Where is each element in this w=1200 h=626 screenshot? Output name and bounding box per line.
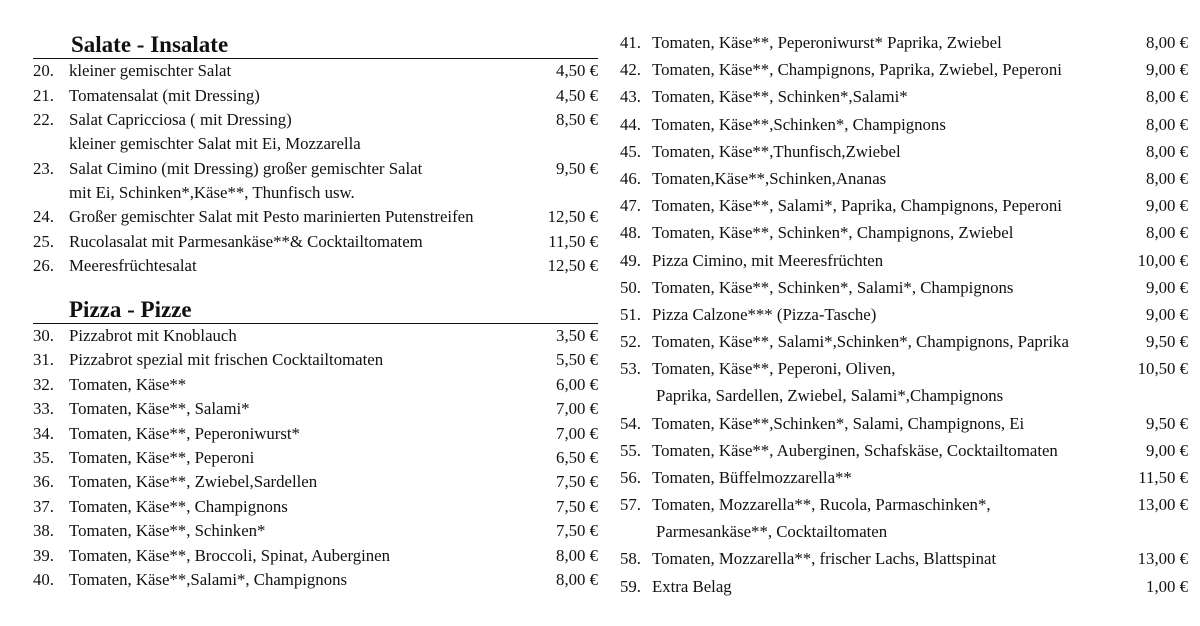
menu-item-line [33, 568, 598, 592]
menu-item-line [33, 254, 598, 278]
menu-item [620, 330, 1188, 357]
item-number: 38. [33, 521, 54, 541]
menu-item [33, 157, 598, 206]
item-price: 9,00 € [1146, 196, 1188, 216]
item-price: 12,50 € [547, 256, 598, 275]
item-number: 31. [33, 350, 54, 370]
item-number: 32. [33, 374, 54, 394]
item-number: 23. [33, 158, 54, 178]
menu-item [33, 568, 598, 592]
item-number: 34. [33, 423, 54, 443]
menu-item-line [620, 439, 1188, 463]
item-price: 7,50 € [556, 472, 598, 492]
menu-item-line [620, 58, 1188, 82]
menu-item [620, 466, 1188, 493]
item-number: 40. [33, 570, 54, 589]
menu-item [620, 58, 1188, 85]
item-price: 9,00 € [1146, 440, 1188, 460]
item-name: Salat Cimino (mit Dressing) großer gemischter Salat [69, 158, 423, 178]
menu-item-line [33, 397, 598, 421]
menu-item [33, 324, 598, 348]
item-name: Tomaten, Käse**, Salami*,Schinken*, Champignons, Paprika [652, 332, 1069, 352]
menu-item-line [33, 422, 598, 446]
item-name: Pizza Calzone*** (Pizza-Tasche) [652, 305, 877, 324]
section-title [33, 298, 598, 324]
item-name: Tomaten, Käse**, Auberginen, Schafskäse, Cocktailtomaten [652, 440, 1058, 460]
item-price: 12,50 € [547, 207, 598, 226]
item-name: Tomatensalat (mit Dressing) [69, 85, 260, 105]
item-number: 36. [33, 472, 54, 492]
menu-item [33, 519, 598, 543]
item-description-continued: Paprika, Sardellen, Zwiebel, Salami*,Champignons [656, 386, 1004, 406]
item-number: 44. [620, 114, 641, 134]
menu-item [33, 254, 598, 279]
item-number: 33. [33, 399, 54, 419]
item-name: Tomaten, Käse**, Broccoli, Spinat, Auberginen [69, 545, 391, 565]
item-number: 49. [620, 250, 641, 270]
item-name: Tomaten, Käse**, Peperoni, Oliven, [652, 359, 896, 379]
item-name: Tomaten, Käse**,Salami*, Champignons [69, 570, 348, 589]
menu-item-line [33, 324, 598, 348]
menu-item [620, 547, 1188, 574]
menu-item [620, 140, 1188, 167]
menu-item-line [33, 157, 598, 181]
item-number: 52. [620, 332, 641, 352]
item-number: 54. [620, 413, 641, 433]
menu-item-line [620, 412, 1188, 436]
menu-item [620, 194, 1188, 221]
item-name: Tomaten, Käse**,Schinken*, Salami, Champignons, Ei [652, 413, 1025, 433]
menu-item [33, 348, 598, 372]
menu-item [620, 249, 1188, 276]
section-title-text: Pizza - Pizze [69, 297, 192, 322]
menu-item-line [620, 113, 1188, 137]
item-price: 1,00 € [1146, 576, 1188, 596]
menu-item-line-continued [33, 132, 598, 156]
item-name: Tomaten, Mozzarella**, Rucola, Parmaschinken*, [652, 495, 991, 515]
item-name: Pizzabrot mit Knoblauch [69, 326, 237, 345]
item-description-continued: mit Ei, Schinken*,Käse**, Thunfisch usw. [69, 182, 355, 202]
menu-item [620, 113, 1188, 140]
menu-item-line-continued [33, 181, 598, 205]
item-number: 25. [33, 231, 54, 251]
menu-item-line [33, 84, 598, 108]
section-title-text: Salate - Insalate [71, 32, 229, 57]
item-number: 45. [620, 141, 641, 161]
menu-item-line [620, 85, 1188, 109]
item-price: 5,50 € [556, 350, 598, 370]
section-title [33, 33, 598, 59]
menu-item-line [33, 230, 598, 254]
item-price: 13,00 € [1137, 549, 1188, 569]
menu-item [33, 108, 598, 157]
item-name: Pizza Cimino, mit Meeresfrüchten [652, 250, 884, 270]
item-name: Meeresfrüchtesalat [69, 256, 197, 275]
item-description-continued: kleiner gemischter Salat mit Ei, Mozzarella [69, 134, 361, 153]
item-price: 9,50 € [1146, 332, 1188, 352]
item-name: Tomaten,Käse**,Schinken,Ananas [652, 169, 887, 188]
item-name: kleiner gemischter Salat [69, 61, 232, 80]
menu-item-line [620, 493, 1188, 517]
item-number: 20. [33, 61, 54, 80]
menu-item-line [33, 446, 598, 470]
item-price: 9,00 € [1146, 305, 1188, 324]
item-number: 43. [620, 87, 641, 107]
item-price: 11,50 € [548, 231, 598, 251]
item-name: Tomaten, Mozzarella**, frischer Lachs, Blattspinat [652, 549, 997, 569]
item-number: 58. [620, 549, 641, 569]
menu-item [620, 85, 1188, 112]
menu-item-line [33, 108, 598, 132]
item-price: 4,50 € [556, 61, 598, 80]
item-price: 8,00 € [556, 545, 598, 565]
item-price: 7,50 € [556, 496, 598, 516]
item-number: 24. [33, 207, 54, 226]
menu-item-line [33, 205, 598, 229]
item-price: 4,50 € [556, 85, 598, 105]
menu-item [620, 357, 1188, 411]
menu-item-line [33, 495, 598, 519]
item-name: Extra Belag [652, 576, 732, 596]
item-price: 8,50 € [556, 110, 598, 129]
item-price: 7,00 € [556, 399, 598, 419]
menu-item [620, 221, 1188, 248]
menu-item-line [33, 373, 598, 397]
item-price: 9,00 € [1146, 277, 1188, 297]
item-number: 50. [620, 277, 641, 297]
item-name: Tomaten, Käse**,Thunfisch,Zwiebel [652, 141, 901, 161]
item-name: Tomaten, Büffelmozzarella** [652, 468, 852, 487]
menu-item-line-continued [620, 520, 1188, 544]
item-price: 6,00 € [556, 374, 598, 394]
menu-item [33, 470, 598, 494]
item-name: Tomaten, Käse**, Salami*, Paprika, Champignons, Peperoni [652, 196, 1062, 216]
item-name: Tomaten, Käse**, Schinken*, Champignons, Zwiebel [652, 223, 1014, 243]
item-name: Salat Capricciosa ( mit Dressing) [69, 110, 292, 129]
menu-item [620, 31, 1188, 58]
item-name: Tomaten, Käse**, Schinken*, Salami*, Champignons [652, 277, 1014, 297]
item-name: Pizzabrot spezial mit frischen Cocktailtomaten [69, 350, 384, 370]
item-number: 46. [620, 169, 641, 188]
item-name: Tomaten, Käse**, Schinken*,Salami* [652, 87, 908, 107]
menu-item-line [620, 276, 1188, 300]
menu-item [620, 167, 1188, 194]
menu-item [33, 205, 598, 230]
menu-item [33, 446, 598, 470]
item-price: 8,00 € [1146, 114, 1188, 134]
item-name: Großer gemischter Salat mit Pesto marinierten Putenstreifen [69, 207, 474, 226]
item-number: 59. [620, 576, 641, 596]
item-number: 42. [620, 60, 641, 80]
item-number: 30. [33, 326, 54, 345]
item-price: 10,00 € [1137, 250, 1188, 270]
item-name: Tomaten, Käse**, Peperoniwurst* [69, 423, 300, 443]
item-name: Tomaten, Käse**,Schinken*, Champignons [652, 114, 946, 134]
item-number: 48. [620, 223, 641, 243]
item-price: 6,50 € [556, 448, 598, 467]
item-name: Tomaten, Käse**, Champignons [69, 496, 288, 516]
menu-item [620, 575, 1188, 602]
menu-item-line [33, 348, 598, 372]
item-number: 22. [33, 110, 54, 129]
item-number: 55. [620, 440, 641, 460]
item-price: 8,00 € [1146, 223, 1188, 243]
item-price: 8,00 € [1146, 169, 1188, 188]
menu-item [33, 59, 598, 84]
menu-item-line [33, 59, 598, 83]
item-price: 9,00 € [1146, 60, 1188, 80]
menu-item-line-continued [620, 384, 1188, 408]
menu-item-line [620, 303, 1188, 327]
item-number: 35. [33, 448, 54, 467]
item-price: 9,50 € [556, 158, 598, 178]
item-price: 7,50 € [556, 521, 598, 541]
item-number: 53. [620, 359, 641, 379]
item-price: 8,00 € [1146, 87, 1188, 107]
menu-item [33, 397, 598, 421]
item-price: 11,50 € [1138, 468, 1188, 487]
item-name: Tomaten, Käse**, Champignons, Paprika, Zwiebel, Peperoni [652, 60, 1062, 80]
item-number: 57. [620, 495, 641, 515]
item-price: 10,50 € [1137, 359, 1188, 379]
menu-item-line [620, 31, 1188, 55]
menu-item [33, 422, 598, 446]
item-price: 7,00 € [556, 423, 598, 443]
item-number: 51. [620, 305, 641, 324]
menu-item [620, 439, 1188, 466]
item-price: 8,00 € [1146, 141, 1188, 161]
menu-item [33, 544, 598, 568]
menu-item-line [620, 357, 1188, 381]
menu-item-line [620, 194, 1188, 218]
item-name: Tomaten, Käse**, Peperoni [69, 448, 255, 467]
menu-item-line [620, 249, 1188, 273]
item-number: 39. [33, 545, 54, 565]
item-name: Tomaten, Käse**, Salami* [69, 399, 250, 419]
item-price: 13,00 € [1137, 495, 1188, 515]
menu-item [33, 230, 598, 255]
menu-item-line [620, 221, 1188, 245]
menu-item-line [33, 544, 598, 568]
item-number: 26. [33, 256, 54, 275]
item-number: 37. [33, 496, 54, 516]
menu-item-line [620, 330, 1188, 354]
item-number: 56. [620, 468, 641, 487]
menu-item [620, 493, 1188, 547]
menu-item [620, 276, 1188, 303]
item-name: Tomaten, Käse**, Zwiebel,Sardellen [69, 472, 318, 492]
item-price: 9,50 € [1146, 413, 1188, 433]
menu-item-line [33, 519, 598, 543]
item-name: Tomaten, Käse**, Schinken* [69, 521, 266, 541]
item-price: 3,50 € [556, 326, 598, 345]
menu-item-line [620, 547, 1188, 571]
menu-item-line [620, 466, 1188, 490]
item-number: 21. [33, 85, 54, 105]
item-number: 47. [620, 196, 641, 216]
menu-item-line [620, 575, 1188, 599]
menu-item [620, 303, 1188, 330]
menu-item-line [33, 470, 598, 494]
menu-item [33, 495, 598, 519]
item-price: 8,00 € [556, 570, 598, 589]
menu-item-line [620, 167, 1188, 191]
menu-item [33, 373, 598, 397]
item-price: 8,00 € [1146, 33, 1188, 52]
item-name: Tomaten, Käse**, Peperoniwurst* Paprika, Zwiebel [652, 33, 1002, 52]
menu-item-line [620, 140, 1188, 164]
item-description-continued: Parmesankäse**, Cocktailtomaten [656, 522, 888, 542]
menu-item [33, 84, 598, 109]
item-number: 41. [620, 33, 641, 52]
item-name: Rucolasalat mit Parmesankäse**& Cocktailtomatem [69, 231, 423, 251]
item-name: Tomaten, Käse** [69, 374, 187, 394]
menu-item [620, 412, 1188, 439]
